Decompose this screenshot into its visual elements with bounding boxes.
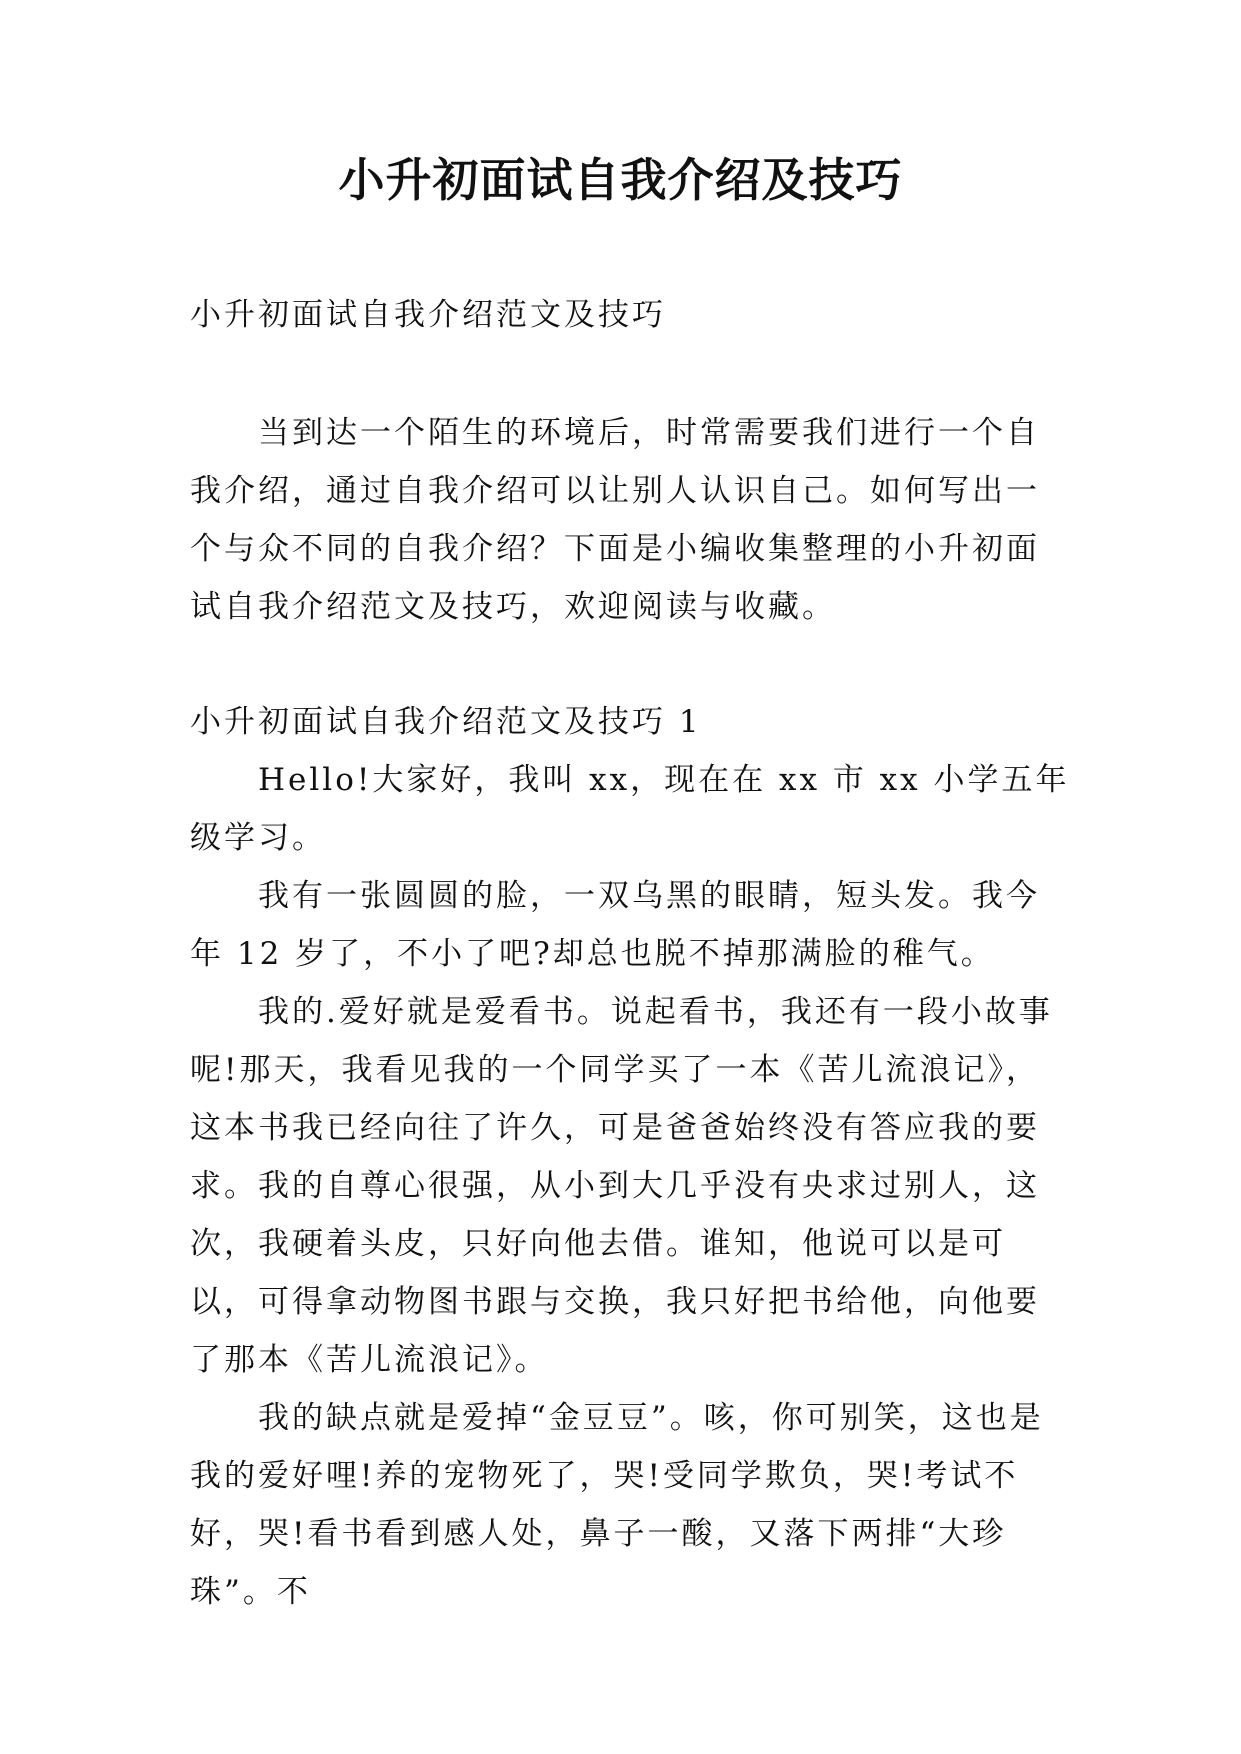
- body-paragraph: Hello!大家好，我叫 xx，现在在 xx 市 xx 小学五年级学习。: [190, 762, 1070, 856]
- document-title: 小升初面试自我介绍及技巧: [338, 153, 903, 207]
- body-paragraph: 我有一张圆圆的脸，一双乌黑的眼睛，短头发。我今年 12 岁了，不小了吧?却总也脱不掉那满脸的稚气。: [190, 878, 1040, 972]
- section-heading: 小升初面试自我介绍范文及技巧 1: [190, 704, 702, 740]
- body-paragraph: 我的.爱好就是爱看书。说起看书，我还有一段小故事呢!那天，我看见我的一个同学买了一本《苦儿流浪记》，这本书我已经向往了许久，可是爸爸始终没有答应我的要求。我的自尊心很强，从小到大几乎没有央求过别人，这次，我硬着头皮，只好向他去借。谁知，他说可以是可以，可得拿动物图书跟与交换，我只好把书给他，向他要了那本《苦儿流浪记》。: [190, 994, 1053, 1378]
- intro-paragraph: 当到达一个陌生的环境后，时常需要我们进行一个自我介绍，通过自我介绍可以让别人认识自己。如何写出一个与众不同的自我介绍？下面是小编收集整理的小升初面试自我介绍范文及技巧，欢迎阅读与收藏。: [190, 415, 1040, 625]
- body-paragraph: 我的缺点就是爱掉“金豆豆”。咳，你可别笑，这也是我的爱好哩!养的宠物死了，哭!受同学欺负，哭!考试不好，哭!看书看到感人处，鼻子一酸，又落下两排“大珍珠”。不: [190, 1400, 1044, 1610]
- document-subtitle: 小升初面试自我介绍范文及技巧: [190, 297, 666, 333]
